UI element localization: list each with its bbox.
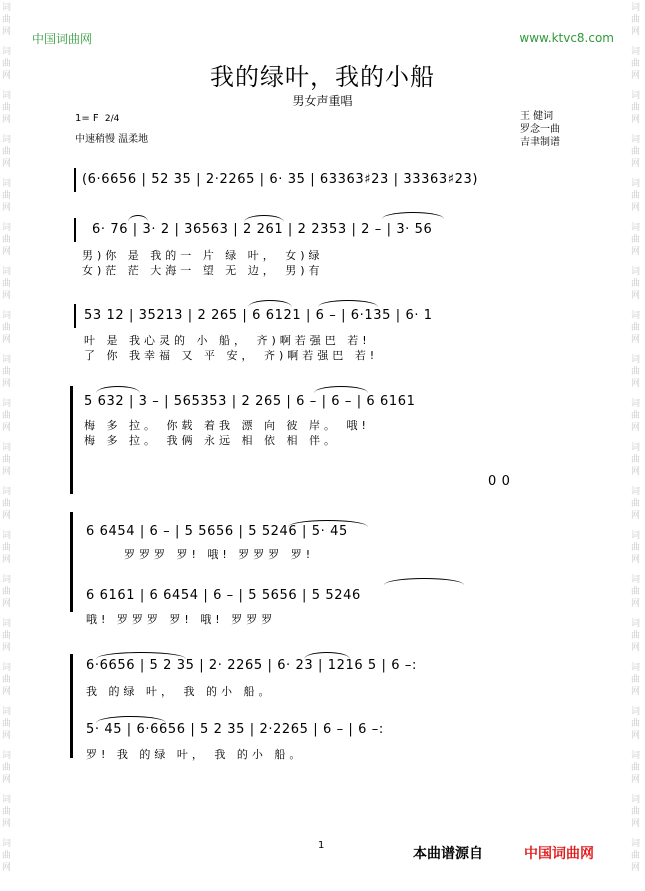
lyricist-credit: 王 健词 <box>520 111 554 122</box>
watermark-char: 网 <box>2 511 12 521</box>
watermark-char: 词 <box>631 751 641 761</box>
watermark-char: 网 <box>631 379 641 389</box>
watermark-char: 网 <box>2 71 12 81</box>
slur-arc <box>314 386 368 393</box>
score-line-4-lyric-2: 梅 多 拉。 我俩 永远 相 依 相 伴。 <box>84 434 339 447</box>
watermark-char: 曲 <box>631 279 641 289</box>
score-line-6-notes: 6 6161 | 6 6454 | 6 – | 5 5656 | 5 5246 <box>86 588 361 603</box>
watermark-char: 曲 <box>631 763 641 773</box>
slur-arc <box>288 520 368 527</box>
key-signature <box>75 112 119 126</box>
watermark-char: 词 <box>631 3 641 13</box>
watermark-char: 网 <box>631 511 641 521</box>
watermark-char: 词 <box>631 179 641 189</box>
score-line-4-rest: 0 0 <box>488 474 511 489</box>
watermark-char: 网 <box>631 159 641 169</box>
watermark-char: 网 <box>2 159 12 169</box>
watermark-char: 词 <box>631 707 641 717</box>
watermark-char: 曲 <box>631 147 641 157</box>
score-line-4-lyric-1: 梅 多 拉。 你载 着我 漂 向 彼 岸。 哦! <box>84 419 370 432</box>
score-line-4-notes: 5 632 | 3 – | 565353 | 2 265 | 6 – | 6 – | 6 6161 <box>84 394 416 409</box>
watermark-char: 曲 <box>631 587 641 597</box>
slur-arc <box>304 652 350 659</box>
watermark-char: 网 <box>631 555 641 565</box>
watermark-char: 网 <box>631 775 641 785</box>
watermark-char: 网 <box>631 643 641 653</box>
system-bracket-5 <box>70 512 73 612</box>
watermark-char: 曲 <box>2 411 12 421</box>
watermark-char: 曲 <box>2 323 12 333</box>
watermark-char: 词 <box>2 575 12 585</box>
watermark-char: 网 <box>631 687 641 697</box>
watermark-char: 词 <box>2 795 12 805</box>
watermark-char: 词 <box>631 135 641 145</box>
watermark-right <box>631 0 645 891</box>
watermark-char: 词 <box>631 311 641 321</box>
song-subtitle: 男女声重唱 <box>292 94 353 108</box>
watermark-char: 曲 <box>631 543 641 553</box>
watermark-char: 词 <box>631 91 641 101</box>
system-bracket-4 <box>70 386 73 494</box>
watermark-char: 词 <box>631 795 641 805</box>
watermark-char: 曲 <box>631 235 641 245</box>
watermark-char: 网 <box>2 247 12 257</box>
watermark-char: 网 <box>2 423 12 433</box>
credits <box>520 110 560 149</box>
watermark-char: 曲 <box>2 59 12 69</box>
watermark-char: 曲 <box>2 675 12 685</box>
slur-arc <box>96 652 186 659</box>
watermark-char: 网 <box>631 203 641 213</box>
watermark-char: 网 <box>2 819 12 829</box>
watermark-char: 词 <box>631 223 641 233</box>
slur-arc <box>318 300 378 307</box>
watermark-char: 网 <box>631 27 641 37</box>
watermark-char: 词 <box>2 179 12 189</box>
watermark-char: 网 <box>631 247 641 257</box>
site-url-right: www.ktvc8.com <box>519 31 614 45</box>
slur-arc <box>382 212 444 219</box>
watermark-left <box>2 0 16 891</box>
watermark-char: 词 <box>631 575 641 585</box>
watermark-char: 曲 <box>2 455 12 465</box>
system-bracket-7 <box>70 654 73 758</box>
watermark-char: 曲 <box>2 367 12 377</box>
watermark-char: 曲 <box>2 279 12 289</box>
watermark-char: 曲 <box>2 191 12 201</box>
site-name-left: 中国词曲网 <box>32 32 93 46</box>
score-line-5-notes: 6 6454 | 6 – | 5 5656 | 5 5246 | 5· 45 <box>86 524 348 539</box>
watermark-char: 词 <box>631 399 641 409</box>
watermark-char: 曲 <box>2 543 12 553</box>
watermark-char: 网 <box>2 335 12 345</box>
watermark-char: 网 <box>2 379 12 389</box>
song-title: 我的绿叶，我的小船 <box>210 63 435 91</box>
watermark-char: 词 <box>2 663 12 673</box>
watermark-char: 曲 <box>631 191 641 201</box>
watermark-char: 网 <box>631 115 641 125</box>
watermark-char: 词 <box>2 751 12 761</box>
watermark-char: 网 <box>2 203 12 213</box>
watermark-char: 网 <box>2 775 12 785</box>
watermark-char: 曲 <box>2 719 12 729</box>
score-line-8-lyric-1: 罗! 我 的绿 叶， 我 的小 船。 <box>86 748 305 761</box>
watermark-char: 曲 <box>631 807 641 817</box>
watermark-char: 曲 <box>631 103 641 113</box>
watermark-char: 曲 <box>631 455 641 465</box>
time-signature: 2/4 <box>104 114 120 124</box>
watermark-char: 曲 <box>2 235 12 245</box>
tempo-marking: 中速稍慢 温柔地 <box>75 134 149 145</box>
score-line-2-lyric-1: 男)你 是 我的一 片 绿 叶， 女)绿 <box>82 249 324 262</box>
watermark-char: 曲 <box>2 15 12 25</box>
watermark-char: 网 <box>2 27 12 37</box>
watermark-char: 网 <box>631 335 641 345</box>
brand-logo-text: 中国词曲网 <box>524 846 594 862</box>
slur-arc <box>248 300 292 307</box>
watermark-char: 词 <box>631 355 641 365</box>
score-line-7-lyric-1: 我 的绿 叶， 我 的小 船。 <box>86 685 274 698</box>
watermark-char: 网 <box>631 423 641 433</box>
watermark-char: 曲 <box>631 631 641 641</box>
score-line-2-lyric-2: 女)茫 茫 大海一 望 无 边， 男)有 <box>82 264 324 277</box>
score-line-7-notes: 6·6656 | 5 2 35 | 2· 2265 | 6· 23 | 1216 5 | 6 –: <box>86 658 417 673</box>
score-line-8-notes: 5· 45 | 6·6656 | 5 2 35 | 2·2265 | 6 – | 6 –: <box>86 722 384 737</box>
score-line-5-lyric-1: 罗罗罗 罗! 哦! 罗罗罗 罗! <box>124 548 315 561</box>
page-number: 1 <box>318 840 325 851</box>
watermark-char: 曲 <box>2 807 12 817</box>
watermark-char: 词 <box>2 47 12 57</box>
score-line-1-notes: (6·6656 | 52 35 | 2·2265 | 6· 35 | 63363♯23 | 33363♯23) <box>82 172 479 187</box>
watermark-char: 曲 <box>631 675 641 685</box>
slur-arc <box>96 386 140 393</box>
watermark-char: 词 <box>2 311 12 321</box>
watermark-char: 词 <box>2 399 12 409</box>
slur-arc <box>128 215 148 222</box>
watermark-char: 词 <box>2 707 12 717</box>
watermark-char: 词 <box>2 223 12 233</box>
slur-arc <box>96 716 166 723</box>
watermark-char: 网 <box>2 643 12 653</box>
watermark-char: 词 <box>631 47 641 57</box>
watermark-char: 词 <box>631 619 641 629</box>
watermark-char: 网 <box>631 467 641 477</box>
score-line-3-lyric-1: 叶 是 我心灵的 小 船， 齐)啊若强巴 若! <box>84 334 371 347</box>
slur-arc <box>384 578 464 585</box>
watermark-char: 网 <box>2 599 12 609</box>
watermark-char: 曲 <box>631 367 641 377</box>
composer-credit: 罗念一曲 <box>520 124 560 135</box>
watermark-char: 网 <box>631 819 641 829</box>
key-label: 1= F <box>75 113 99 124</box>
watermark-char: 词 <box>631 839 641 849</box>
watermark-char: 词 <box>631 663 641 673</box>
watermark-char: 词 <box>631 443 641 453</box>
watermark-char: 曲 <box>2 499 12 509</box>
watermark-char: 曲 <box>631 499 641 509</box>
watermark-char: 曲 <box>631 851 641 861</box>
watermark-char: 网 <box>631 291 641 301</box>
watermark-char: 曲 <box>631 719 641 729</box>
watermark-char: 网 <box>2 555 12 565</box>
watermark-char: 词 <box>631 267 641 277</box>
watermark-char: 词 <box>2 3 12 13</box>
watermark-char: 词 <box>631 531 641 541</box>
watermark-char: 网 <box>631 863 641 873</box>
score-line-3-notes: 53 12 | 35213 | 2 265 | 6 6121 | 6 – | 6·135 | 6· 1 <box>84 308 433 323</box>
watermark-char: 词 <box>2 619 12 629</box>
watermark-char: 曲 <box>2 147 12 157</box>
watermark-char: 曲 <box>631 411 641 421</box>
watermark-char: 网 <box>631 599 641 609</box>
watermark-char: 词 <box>2 531 12 541</box>
watermark-char: 词 <box>2 355 12 365</box>
system-bar-3 <box>74 304 76 328</box>
watermark-char: 网 <box>631 71 641 81</box>
watermark-char: 曲 <box>2 103 12 113</box>
watermark-char: 曲 <box>2 587 12 597</box>
watermark-char: 网 <box>2 731 12 741</box>
system-bar-2 <box>74 218 76 242</box>
watermark-char: 网 <box>2 687 12 697</box>
watermark-char: 网 <box>2 291 12 301</box>
score-line-3-lyric-2: 了 你 我幸福 又 平 安， 齐)啊若强巴 若! <box>84 349 379 362</box>
watermark-char: 网 <box>2 863 12 873</box>
engraver-credit: 吉聿制谱 <box>520 137 560 148</box>
watermark-char: 曲 <box>631 15 641 25</box>
score-line-2-notes: 6· 76 | 3· 2 | 36563 | 2 261 | 2 2353 | 2 – | 3· 56 <box>92 222 433 237</box>
watermark-char: 词 <box>2 839 12 849</box>
watermark-char: 词 <box>2 91 12 101</box>
system-bar-1 <box>74 168 76 192</box>
watermark-char: 网 <box>631 731 641 741</box>
watermark-char: 曲 <box>631 59 641 69</box>
watermark-char: 词 <box>2 135 12 145</box>
watermark-char: 词 <box>2 443 12 453</box>
watermark-char: 网 <box>2 115 12 125</box>
watermark-char: 词 <box>631 487 641 497</box>
watermark-char: 词 <box>2 267 12 277</box>
slur-arc <box>244 215 284 222</box>
watermark-char: 曲 <box>631 323 641 333</box>
watermark-char: 曲 <box>2 763 12 773</box>
source-label: 本曲谱源自 <box>413 846 483 862</box>
watermark-char: 词 <box>2 487 12 497</box>
watermark-char: 网 <box>2 467 12 477</box>
watermark-char: 曲 <box>2 631 12 641</box>
score-line-6-lyric-1: 哦! 罗罗罗 罗! 哦! 罗罗罗 <box>86 613 277 626</box>
watermark-char: 曲 <box>2 851 12 861</box>
